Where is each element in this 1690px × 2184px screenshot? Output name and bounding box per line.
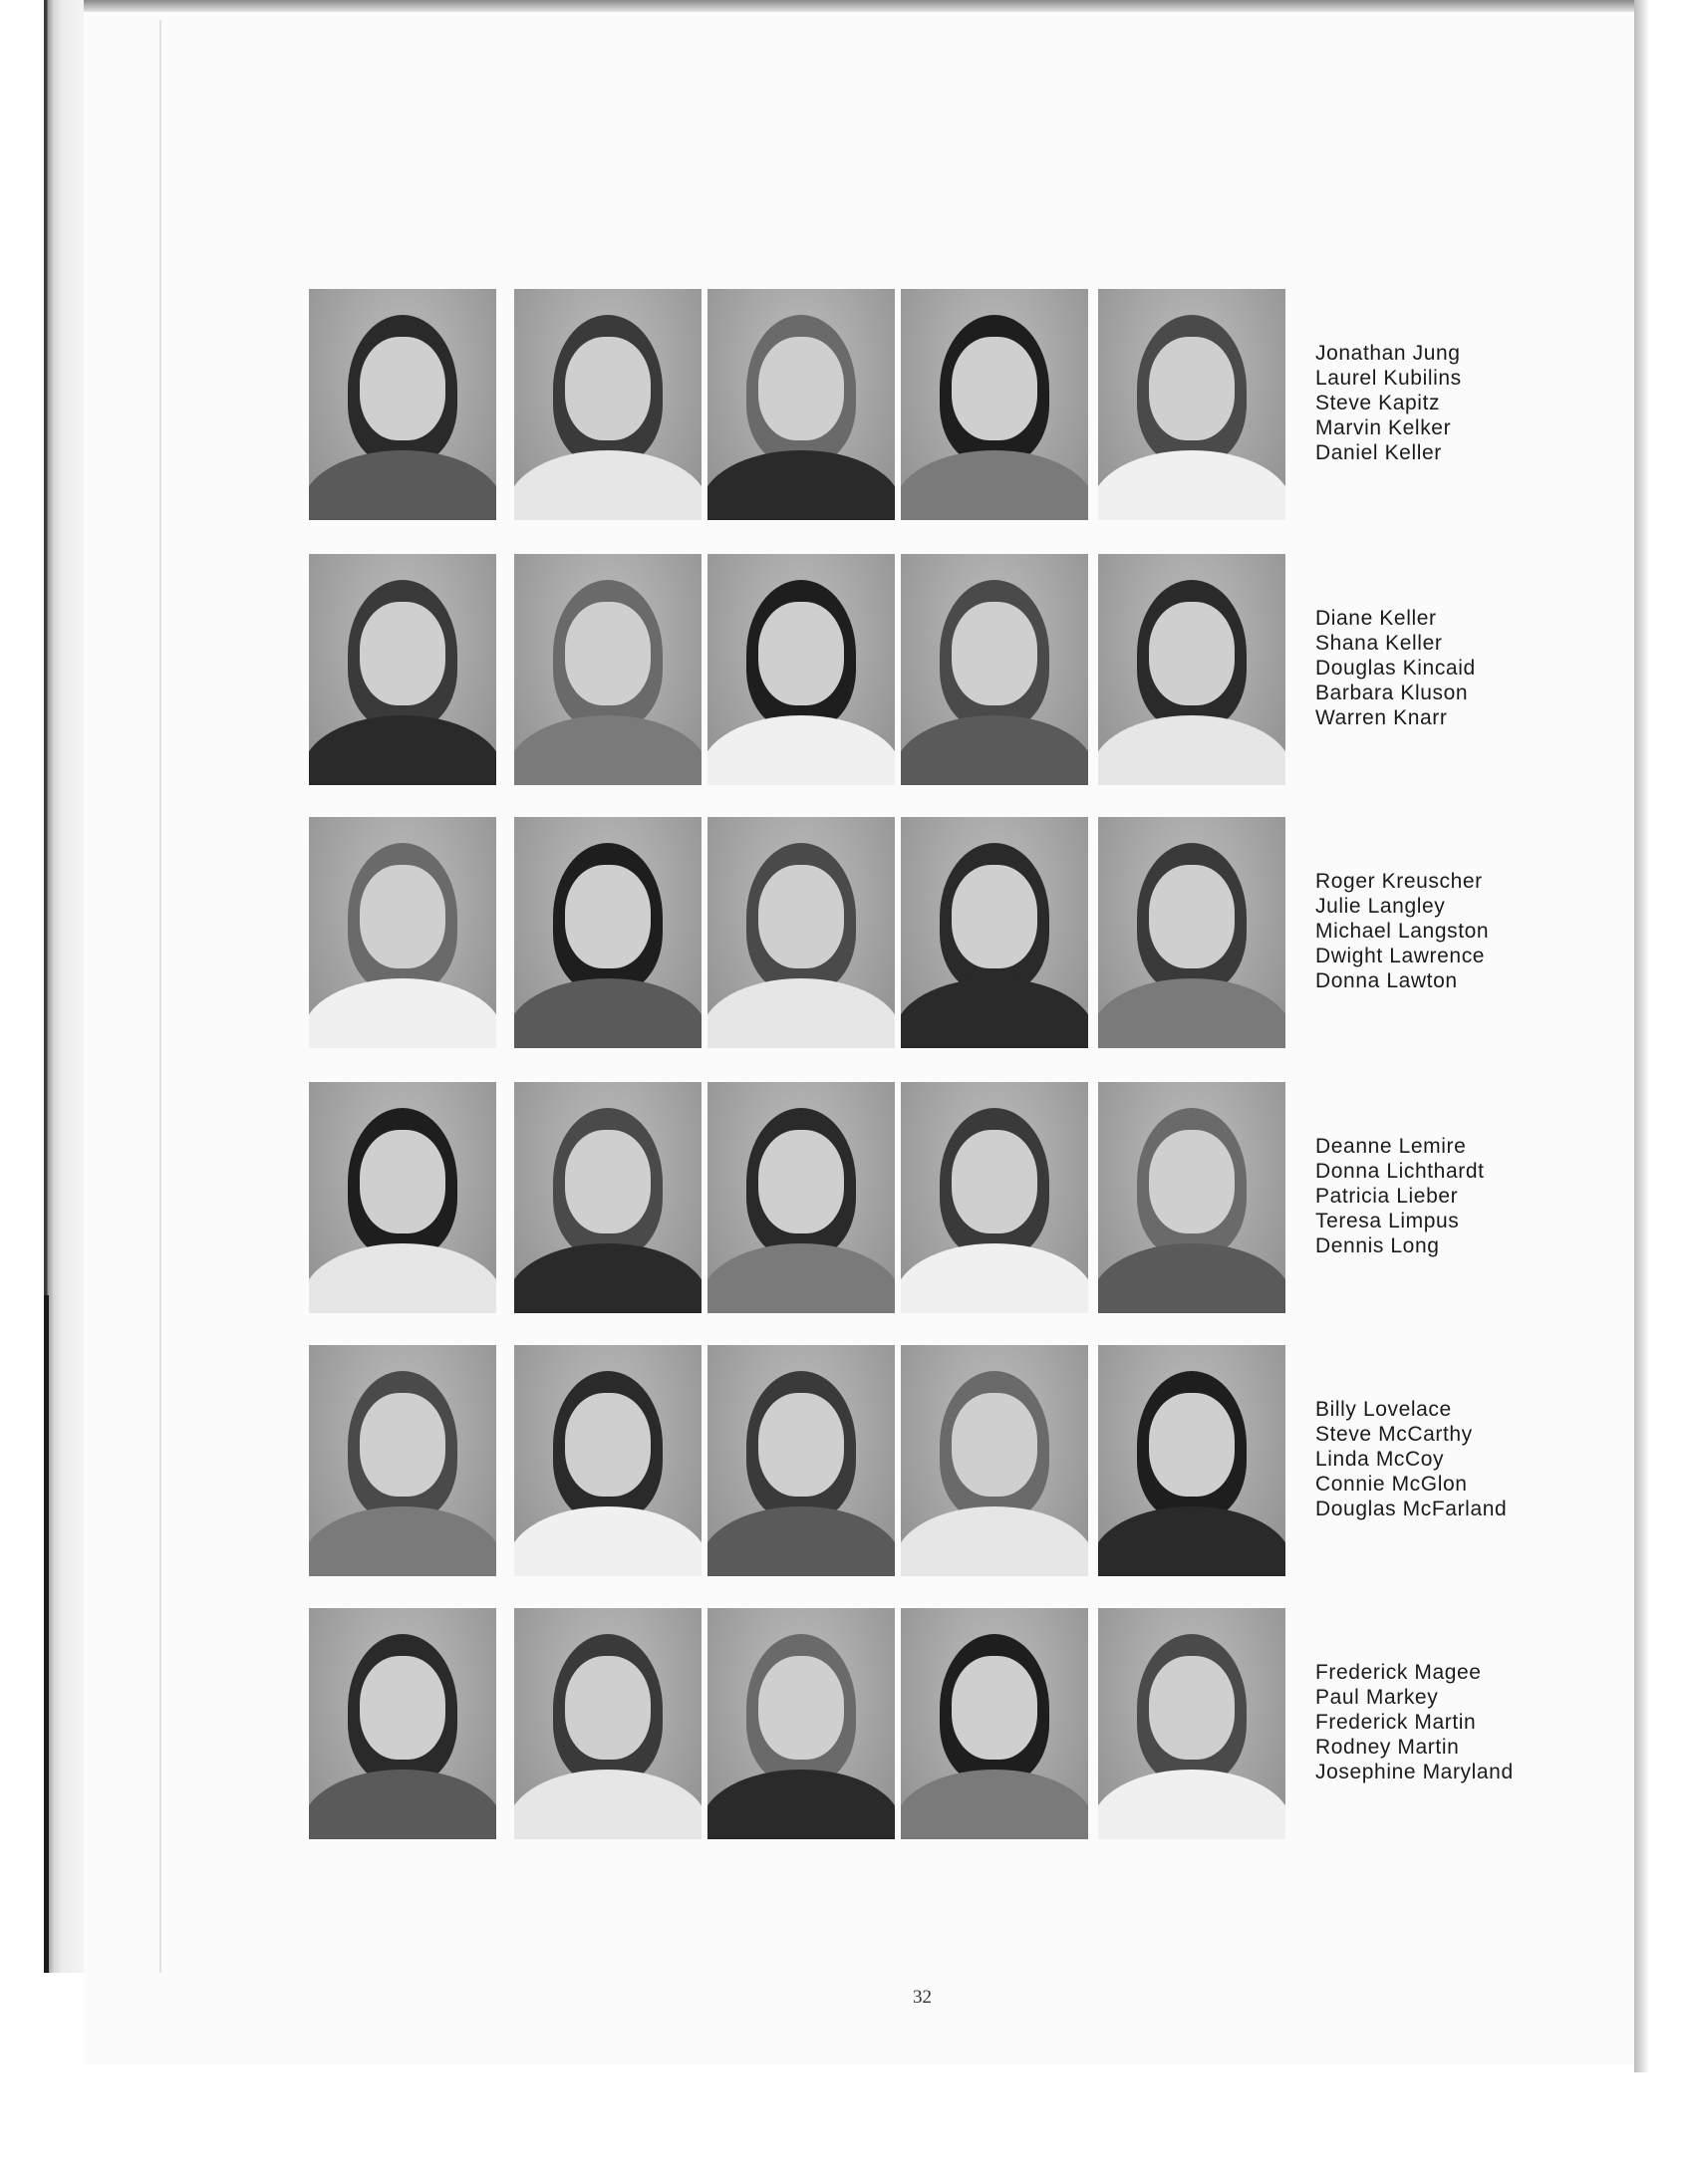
student-portrait	[707, 1082, 895, 1313]
portrait-face	[360, 1656, 445, 1760]
student-name: Roger Kreuscher	[1315, 870, 1483, 893]
portrait-shoulders	[901, 715, 1088, 785]
portrait-shoulders	[707, 1243, 895, 1313]
student-portrait	[707, 554, 895, 785]
student-portrait	[1098, 1082, 1285, 1313]
portrait-shoulders	[309, 1770, 496, 1839]
portrait-face	[1149, 865, 1235, 968]
portrait-face	[565, 602, 651, 705]
portrait-shoulders	[1098, 715, 1285, 785]
student-name: Daniel Keller	[1315, 441, 1442, 464]
student-portrait	[901, 554, 1088, 785]
student-portrait	[1098, 817, 1285, 1048]
portrait-face	[1149, 337, 1235, 440]
student-name: Paul Markey	[1315, 1686, 1439, 1709]
portrait-row	[309, 554, 1604, 789]
student-name: Connie McGlon	[1315, 1473, 1468, 1496]
portrait-face	[952, 865, 1037, 968]
portrait-shoulders	[514, 978, 702, 1048]
student-name: Diane Keller	[1315, 607, 1437, 630]
student-name: Donna Lichthardt	[1315, 1160, 1485, 1183]
student-name: Jonathan Jung	[1315, 342, 1461, 365]
name-list	[1315, 869, 1489, 993]
student-name: Warren Knarr	[1315, 706, 1448, 729]
portrait-face	[758, 865, 844, 968]
student-name: Teresa Limpus	[1315, 1210, 1460, 1232]
portrait-shoulders	[514, 1770, 702, 1839]
scan-top-edge	[44, 0, 1648, 12]
student-name: Patricia Lieber	[1315, 1185, 1459, 1208]
student-name: Frederick Magee	[1315, 1661, 1482, 1684]
student-name: Michael Langston	[1315, 920, 1490, 943]
portrait-face	[360, 602, 445, 705]
portrait-face	[1149, 602, 1235, 705]
portrait-face	[360, 865, 445, 968]
name-list	[1315, 1134, 1485, 1258]
student-portrait	[1098, 1345, 1285, 1576]
portrait-face	[360, 1130, 445, 1233]
portrait-face	[565, 337, 651, 440]
portrait-shoulders	[1098, 1243, 1285, 1313]
student-portrait	[514, 817, 702, 1048]
portrait-shoulders	[1098, 1770, 1285, 1839]
portrait-shoulders	[901, 1770, 1088, 1839]
portrait-shoulders	[1098, 450, 1285, 520]
portrait-shoulders	[514, 1243, 702, 1313]
student-portrait	[514, 289, 702, 520]
portrait-face	[1149, 1130, 1235, 1233]
portrait-face	[1149, 1393, 1235, 1497]
portrait-shoulders	[707, 978, 895, 1048]
portrait-face	[952, 1393, 1037, 1497]
portrait-shoulders	[707, 715, 895, 785]
student-name: Steve Kapitz	[1315, 392, 1441, 414]
portrait-face	[565, 1130, 651, 1233]
student-portrait	[901, 1345, 1088, 1576]
portrait-shoulders	[901, 978, 1088, 1048]
portrait-face	[1149, 1656, 1235, 1760]
student-name: Douglas McFarland	[1315, 1498, 1508, 1520]
student-name: Shana Keller	[1315, 632, 1443, 655]
portrait-row	[309, 1608, 1604, 1843]
portrait-shoulders	[514, 715, 702, 785]
student-name: Douglas Kincaid	[1315, 657, 1476, 680]
student-name: Deanne Lemire	[1315, 1135, 1467, 1158]
portrait-shoulders	[309, 450, 496, 520]
student-name: Julie Langley	[1315, 895, 1446, 918]
student-portrait	[309, 1345, 496, 1576]
student-portrait	[309, 1608, 496, 1839]
student-name: Steve McCarthy	[1315, 1423, 1473, 1446]
portrait-shoulders	[309, 1243, 496, 1313]
portrait-shoulders	[309, 1506, 496, 1576]
portrait-row	[309, 289, 1604, 524]
portrait-row	[309, 817, 1604, 1052]
portrait-shoulders	[309, 715, 496, 785]
student-portrait	[1098, 1608, 1285, 1839]
student-portrait	[707, 1608, 895, 1839]
scan-binding-shadow	[44, 1295, 49, 1973]
student-name: Rodney Martin	[1315, 1736, 1460, 1759]
portrait-shoulders	[901, 450, 1088, 520]
name-list	[1315, 1397, 1507, 1521]
student-portrait	[901, 817, 1088, 1048]
scan-left-edge	[44, 0, 84, 1973]
portrait-face	[952, 1130, 1037, 1233]
portrait-shoulders	[901, 1506, 1088, 1576]
student-portrait	[309, 817, 496, 1048]
student-name: Dwight Lawrence	[1315, 945, 1486, 967]
name-list	[1315, 341, 1462, 465]
student-name: Dennis Long	[1315, 1234, 1440, 1257]
portrait-face	[758, 1130, 844, 1233]
portrait-shoulders	[1098, 978, 1285, 1048]
student-name: Billy Lovelace	[1315, 1398, 1452, 1421]
portrait-shoulders	[901, 1243, 1088, 1313]
student-name: Josephine Maryland	[1315, 1761, 1514, 1783]
student-name: Linda McCoy	[1315, 1448, 1445, 1471]
student-portrait	[707, 817, 895, 1048]
portrait-face	[758, 602, 844, 705]
scan-right-edge	[1634, 0, 1648, 2072]
portrait-shoulders	[514, 450, 702, 520]
portrait-shoulders	[707, 1770, 895, 1839]
portrait-face	[565, 1393, 651, 1497]
student-portrait	[901, 289, 1088, 520]
portrait-face	[360, 337, 445, 440]
name-list	[1315, 1660, 1514, 1784]
student-name: Marvin Kelker	[1315, 416, 1452, 439]
student-portrait	[514, 554, 702, 785]
name-list	[1315, 606, 1476, 730]
student-portrait	[514, 1345, 702, 1576]
student-portrait	[901, 1082, 1088, 1313]
portrait-row	[309, 1082, 1604, 1317]
student-portrait	[309, 289, 496, 520]
portrait-face	[565, 1656, 651, 1760]
student-portrait	[309, 1082, 496, 1313]
student-name: Barbara Kluson	[1315, 682, 1469, 704]
portrait-shoulders	[1098, 1506, 1285, 1576]
student-portrait	[514, 1608, 702, 1839]
portrait-face	[758, 337, 844, 440]
portrait-face	[952, 1656, 1037, 1760]
student-name: Laurel Kubilins	[1315, 367, 1462, 390]
portrait-face	[758, 1393, 844, 1497]
portrait-shoulders	[707, 450, 895, 520]
portrait-face	[758, 1656, 844, 1760]
portrait-face	[952, 337, 1037, 440]
student-name: Frederick Martin	[1315, 1711, 1477, 1734]
student-portrait	[707, 1345, 895, 1576]
portrait-row	[309, 1345, 1604, 1580]
page-fold-line	[159, 20, 161, 1973]
portrait-shoulders	[309, 978, 496, 1048]
portrait-face	[565, 865, 651, 968]
portrait-shoulders	[514, 1506, 702, 1576]
student-portrait	[901, 1608, 1088, 1839]
page-number: 32	[913, 1987, 932, 2008]
student-portrait	[1098, 554, 1285, 785]
portrait-shoulders	[707, 1506, 895, 1576]
student-portrait	[514, 1082, 702, 1313]
student-portrait	[1098, 289, 1285, 520]
portrait-face	[952, 602, 1037, 705]
student-portrait	[309, 554, 496, 785]
student-name: Donna Lawton	[1315, 969, 1458, 992]
portrait-face	[360, 1393, 445, 1497]
student-portrait	[707, 289, 895, 520]
